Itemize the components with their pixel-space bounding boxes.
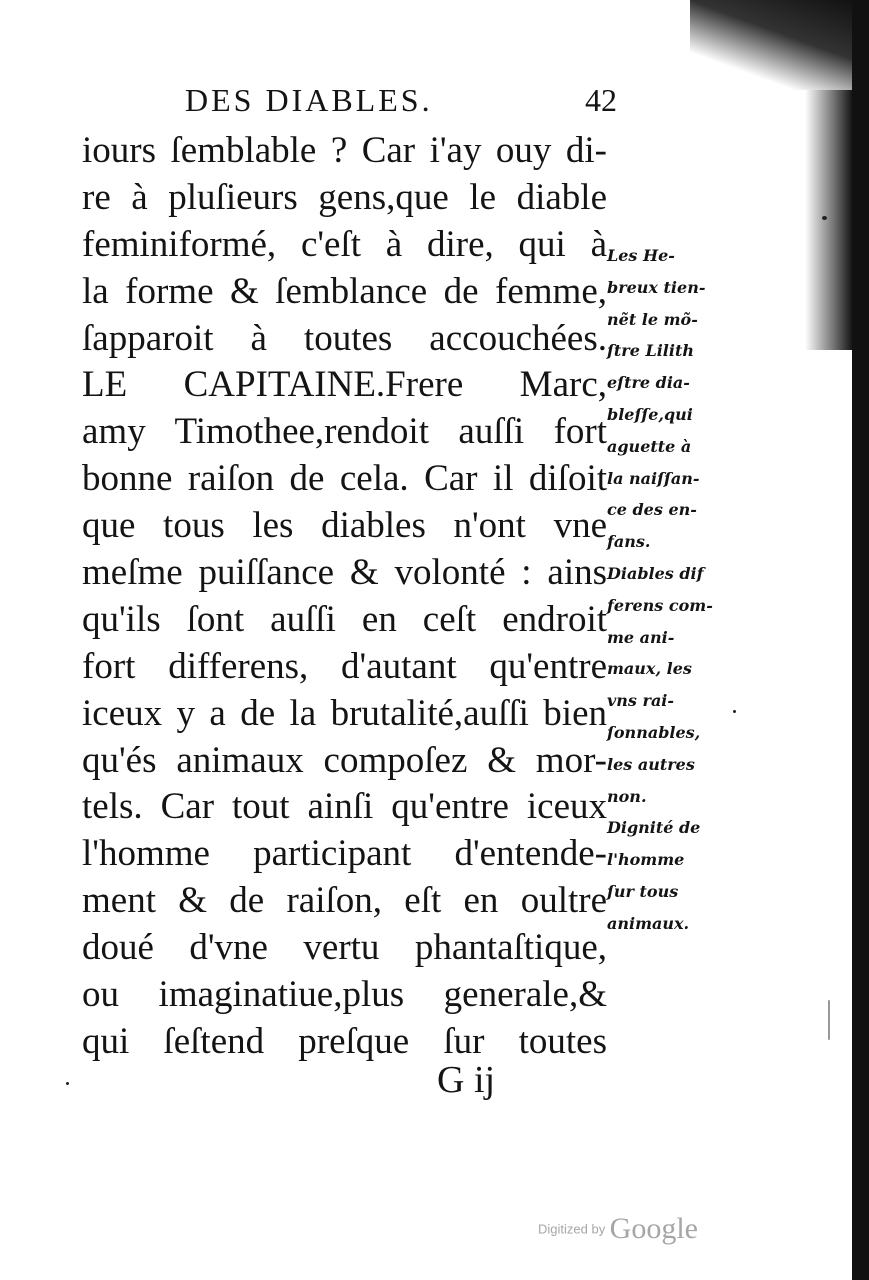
scan-shadow-top (690, 0, 855, 90)
signature-mark: G ij (437, 1059, 496, 1101)
watermark-brand: Google (609, 1212, 698, 1245)
margin-note-line: bleſſe,qui (607, 404, 693, 424)
margin-note-line: ſur tous (607, 881, 679, 901)
margin-note-line: les autres (607, 754, 695, 774)
margin-note-line: la naiſſan- (607, 468, 700, 488)
margin-note-line: nẽt le mõ- (607, 309, 698, 329)
ink-speck (733, 710, 736, 713)
margin-note-line: maux, les (607, 659, 692, 679)
body-line: re à pluſieurs gens,que le diable (82, 176, 607, 218)
margin-note-line: fans. (607, 532, 651, 552)
body-line: iceux y a de la brutalité,auſſi bien (82, 692, 607, 734)
body-line: bonne raiſon de cela. Car il diſoit (82, 458, 607, 500)
body-line: ou imaginatiue,plus generale,& (82, 974, 607, 1016)
page-number: 42 (585, 82, 617, 118)
margin-notes (607, 240, 742, 940)
body-line: qui ſeſtend preſque ſur toutes (82, 1020, 607, 1062)
body-line: que tous les diables n'ont vne (82, 505, 607, 547)
margin-note-line: ferens com- (607, 595, 713, 615)
body-text (82, 128, 607, 1066)
watermark-prefix: Digitized by (538, 1221, 606, 1237)
body-line: l'homme participant d'entende- (82, 833, 607, 875)
body-line: qu'ils ſont auſſi en ceſt endroit (82, 598, 607, 640)
margin-note-line: vns rai- (607, 691, 675, 711)
margin-note-line: animaux. (607, 913, 690, 933)
body-line: fort differens, d'autant qu'entre (82, 645, 607, 687)
body-line: iours ſemblable ? Car i'ay ouy di- (82, 130, 607, 171)
margin-note-line: ſtre Lilith (607, 341, 694, 361)
running-title: DES DIABLES. (185, 82, 433, 118)
body-line: tels. Car tout ainſi qu'entre iceux (82, 786, 607, 828)
margin-note-line: me ani- (607, 627, 675, 647)
body-line: ſapparoit à toutes accouchées. (82, 317, 607, 359)
body-line: la forme & ſemblance de femme, (82, 270, 607, 312)
scan-shadow-fray (805, 90, 853, 350)
margin-note-line: Diables dif (607, 563, 704, 583)
margin-note-line: ce des en- (607, 500, 697, 520)
ink-speck (828, 1000, 830, 1040)
digitized-by-watermark (538, 1212, 698, 1246)
margin-note-line: non. (607, 786, 647, 806)
running-head (185, 82, 625, 122)
body-line: amy Timothee,rendoit auſſi fort (82, 411, 607, 453)
margin-note-line: Les He- (607, 246, 675, 265)
body-line: LE CAPITAINE.Frere Marc, (82, 364, 607, 406)
margin-note-line: aguette à (607, 436, 692, 456)
scan-shadow-right (852, 0, 869, 1280)
body-line: feminiformé, c'eſt à dire, qui à (82, 223, 607, 265)
body-line: doué d'vne vertu phantaſtique, (82, 927, 607, 969)
margin-note-line: breux tien- (607, 277, 706, 297)
margin-note-line: eſtre dia- (607, 373, 690, 393)
body-line: meſme puiſſance & volonté : ains (82, 552, 607, 594)
body-line: qu'és animaux compoſez & mor- (82, 739, 607, 781)
ink-speck (66, 1082, 69, 1085)
margin-note-line: l'homme (607, 850, 685, 870)
body-line: ment & de raiſon, eſt en oultre (82, 880, 607, 922)
margin-note-line: ſonnables, (607, 722, 701, 742)
margin-note-line: Dignité de (607, 818, 701, 838)
ink-speck (822, 216, 827, 220)
